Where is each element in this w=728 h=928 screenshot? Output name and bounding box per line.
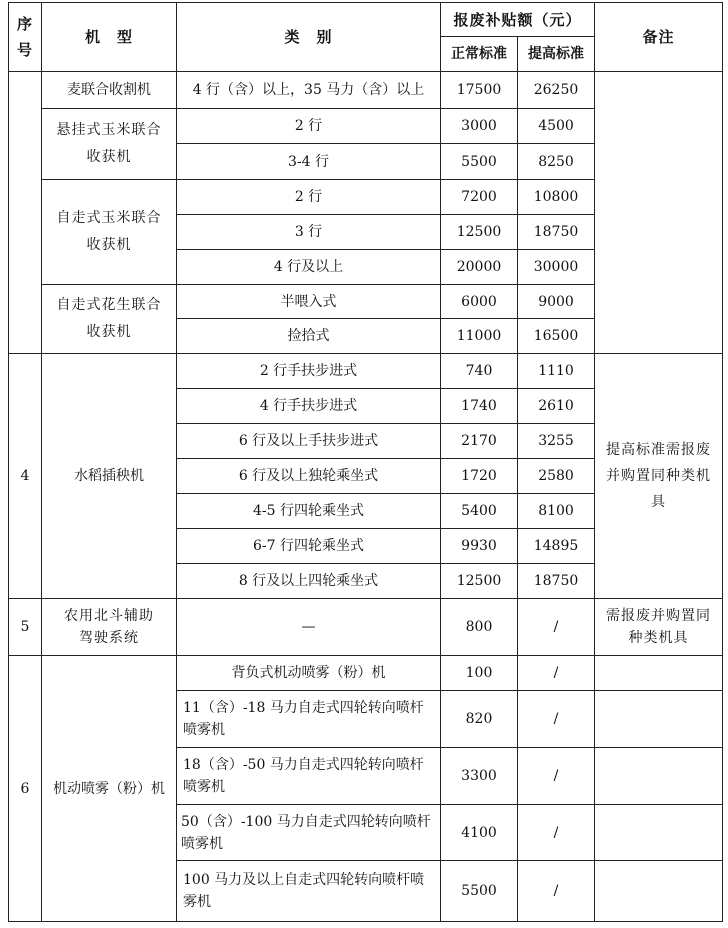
normal-cell: 800 xyxy=(441,599,518,656)
normal-cell: 7200 xyxy=(441,180,518,215)
raised-cell: 30000 xyxy=(518,250,595,285)
remark-cell-empty xyxy=(595,72,723,354)
category-cell: 4 行及以上 xyxy=(177,250,441,285)
seq-cell: 5 xyxy=(9,599,42,656)
model-cell: 机动喷雾（粉）机 xyxy=(42,656,177,922)
category-cell: 4-5 行四轮乘坐式 xyxy=(177,494,441,529)
model-cell: 农用北斗辅助驾驶系统 xyxy=(42,599,177,656)
raised-cell: 3255 xyxy=(518,424,595,459)
remark-cell-empty xyxy=(595,861,723,922)
raised-cell: / xyxy=(518,599,595,656)
raised-cell: 26250 xyxy=(518,72,595,109)
category-cell: 2 行 xyxy=(177,180,441,215)
category-cell: 4 行手扶步进式 xyxy=(177,389,441,424)
model-cell: 自走式玉米联合收获机 xyxy=(42,180,177,285)
normal-cell: 3000 xyxy=(441,109,518,144)
remark-cell-empty xyxy=(595,656,723,691)
category-cell: 8 行及以上四轮乘坐式 xyxy=(177,564,441,599)
normal-cell: 12500 xyxy=(441,215,518,250)
raised-cell: 10800 xyxy=(518,180,595,215)
model-cell: 悬挂式玉米联合收获机 xyxy=(42,109,177,180)
raised-cell: / xyxy=(518,691,595,748)
raised-cell: / xyxy=(518,861,595,922)
normal-cell: 4100 xyxy=(441,805,518,861)
category-cell: 50（含）-100 马力自走式四轮转向喷杆喷雾机 xyxy=(177,805,441,861)
seq-cell: 4 xyxy=(9,354,42,599)
header-normal: 正常标准 xyxy=(441,37,518,72)
header-raised: 提高标准 xyxy=(518,37,595,72)
header-category: 类 别 xyxy=(177,3,441,72)
category-cell: 捡拾式 xyxy=(177,319,441,354)
raised-cell: 16500 xyxy=(518,319,595,354)
normal-cell: 5400 xyxy=(441,494,518,529)
raised-cell: 18750 xyxy=(518,215,595,250)
category-cell: 18（含）-50 马力自走式四轮转向喷杆喷雾机 xyxy=(177,748,441,805)
category-cell: 6 行及以上手扶步进式 xyxy=(177,424,441,459)
category-cell: 100 马力及以上自走式四轮转向喷杆喷雾机 xyxy=(177,861,441,922)
seq-cell: 6 xyxy=(9,656,42,922)
raised-cell: 9000 xyxy=(518,285,595,319)
category-cell: 3-4 行 xyxy=(177,144,441,180)
normal-cell: 6000 xyxy=(441,285,518,319)
normal-cell: 5500 xyxy=(441,861,518,922)
normal-cell: 820 xyxy=(441,691,518,748)
category-cell: — xyxy=(177,599,441,656)
normal-cell: 3300 xyxy=(441,748,518,805)
normal-cell: 17500 xyxy=(441,72,518,109)
header-remark: 备注 xyxy=(595,3,723,72)
normal-cell: 20000 xyxy=(441,250,518,285)
raised-cell: / xyxy=(518,748,595,805)
seq-cell-empty xyxy=(9,72,42,354)
category-cell: 3 行 xyxy=(177,215,441,250)
raised-cell: 4500 xyxy=(518,109,595,144)
normal-cell: 12500 xyxy=(441,564,518,599)
raised-cell: 8250 xyxy=(518,144,595,180)
category-cell: 2 行 xyxy=(177,109,441,144)
subsidy-table xyxy=(8,2,723,922)
normal-cell: 11000 xyxy=(441,319,518,354)
model-cell: 水稻插秧机 xyxy=(42,354,177,599)
raised-cell: 8100 xyxy=(518,494,595,529)
normal-cell: 5500 xyxy=(441,144,518,180)
raised-cell: 14895 xyxy=(518,529,595,564)
remark-cell: 提高标准需报废并购置同种类机具 xyxy=(595,354,723,599)
normal-cell: 2170 xyxy=(441,424,518,459)
raised-cell: 2580 xyxy=(518,459,595,494)
category-cell: 6-7 行四轮乘坐式 xyxy=(177,529,441,564)
header-model: 机 型 xyxy=(42,3,177,72)
remark-cell-empty xyxy=(595,748,723,805)
remark-cell-empty xyxy=(595,691,723,748)
raised-cell: 2610 xyxy=(518,389,595,424)
raised-cell: / xyxy=(518,656,595,691)
normal-cell: 9930 xyxy=(441,529,518,564)
normal-cell: 1720 xyxy=(441,459,518,494)
model-cell: 麦联合收割机 xyxy=(42,72,177,109)
category-cell: 6 行及以上独轮乘坐式 xyxy=(177,459,441,494)
remark-cell: 需报废并购置同种类机具 xyxy=(595,599,723,656)
header-amount: 报废补贴额（元） xyxy=(441,3,595,37)
category-cell: 背负式机动喷雾（粉）机 xyxy=(177,656,441,691)
category-cell: 4 行（含）以上，35 马力（含）以上 xyxy=(177,72,441,109)
raised-cell: 18750 xyxy=(518,564,595,599)
raised-cell: 1110 xyxy=(518,354,595,389)
model-cell: 自走式花生联合收获机 xyxy=(42,285,177,354)
raised-cell: / xyxy=(518,805,595,861)
remark-cell-empty xyxy=(595,805,723,861)
category-cell: 半喂入式 xyxy=(177,285,441,319)
normal-cell: 740 xyxy=(441,354,518,389)
normal-cell: 100 xyxy=(441,656,518,691)
header-seq: 序 号 xyxy=(9,3,42,72)
normal-cell: 1740 xyxy=(441,389,518,424)
category-cell: 11（含）-18 马力自走式四轮转向喷杆喷雾机 xyxy=(177,691,441,748)
category-cell: 2 行手扶步进式 xyxy=(177,354,441,389)
